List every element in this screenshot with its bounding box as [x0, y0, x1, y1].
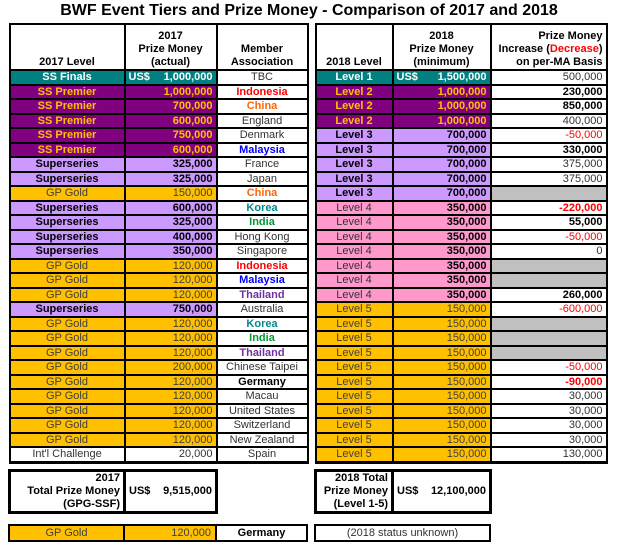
spacer-cell — [308, 433, 316, 448]
cell-member-association: Hong Kong — [217, 230, 308, 245]
page-title: BWF Event Tiers and Prize Money - Comparison of 2017 and 2018 — [60, 2, 558, 19]
cell-prize-diff: 30,000 — [491, 418, 607, 433]
cell-2017-prize: 120,000 — [125, 389, 217, 404]
cell-prize-diff: -220,000 — [491, 201, 607, 216]
cell-2017-prize: 200,000 — [125, 360, 217, 375]
cell-2018-prize: 1,000,000 — [393, 114, 491, 129]
cell-2017-prize: 325,000 — [125, 172, 217, 187]
cell-2017-prize: 120,000 — [125, 375, 217, 390]
cell-member-association: Malaysia — [217, 143, 308, 158]
spacer-cell — [308, 302, 316, 317]
gap-row — [10, 462, 607, 470]
cell-2017-level: SS Finals — [10, 70, 125, 85]
table-row — [10, 85, 607, 100]
table-row — [10, 302, 607, 317]
cell-prize-diff: 55,000 — [491, 215, 607, 230]
cell-prize-diff: 130,000 — [491, 447, 607, 462]
cell-2018-prize: 150,000 — [393, 404, 491, 419]
table-row — [10, 360, 607, 375]
cell-2018-level: Level 1 — [316, 70, 393, 85]
spacer-cell — [308, 418, 316, 433]
cell-2017-prize: 120,000 — [125, 273, 217, 288]
cell-2017-prize: 350,000 — [125, 244, 217, 259]
currency-label: US$ — [128, 71, 150, 83]
cell-2017-prize: 750,000 — [125, 302, 217, 317]
cell-2017-level: Superseries — [10, 215, 125, 230]
cell-prize-diff — [491, 259, 607, 274]
footnote-table — [8, 524, 491, 542]
spacer-cell — [308, 389, 316, 404]
cell-member-association: Macau — [217, 389, 308, 404]
spacer-cell — [308, 186, 316, 201]
cell-2017-prize: US$ 1,000,000 — [125, 70, 217, 85]
header-member-association: Member Association — [217, 24, 308, 70]
cell-2018-prize: 150,000 — [393, 375, 491, 390]
cell-2018-level: Level 5 — [316, 331, 393, 346]
cell-2017-level: GP Gold — [10, 433, 125, 448]
table-row — [10, 128, 607, 143]
cell-2018-prize: 700,000 — [393, 128, 491, 143]
cell-2017-level: Int'l Challenge — [10, 447, 125, 462]
cell-2018-level: Level 4 — [316, 201, 393, 216]
cell-2017-prize: 120,000 — [125, 346, 217, 361]
cell-2017-prize: 120,000 — [125, 433, 217, 448]
cell-member-association: Thailand — [217, 346, 308, 361]
cell-prize-diff: 230,000 — [491, 85, 607, 100]
cell-2018-level: Level 3 — [316, 186, 393, 201]
spacer-cell — [308, 143, 316, 158]
cell-2018-prize: 150,000 — [393, 346, 491, 361]
cell-2017-prize: 325,000 — [125, 215, 217, 230]
cell-prize-diff: 500,000 — [491, 70, 607, 85]
footnote-status: (2018 status unknown) — [315, 525, 490, 541]
total-2017-value: US$ 9,515,000 — [125, 470, 217, 512]
cell-member-association: India — [217, 215, 308, 230]
cell-member-association: China — [217, 99, 308, 114]
cell-2018-level: Level 2 — [316, 114, 393, 129]
cell-2017-level: SS Premier — [10, 143, 125, 158]
cell-2017-prize: 120,000 — [125, 317, 217, 332]
cell-prize-diff: 375,000 — [491, 157, 607, 172]
cell-prize-diff: 30,000 — [491, 404, 607, 419]
cell-2018-prize: 150,000 — [393, 433, 491, 448]
cell-member-association: France — [217, 157, 308, 172]
cell-prize-diff — [491, 186, 607, 201]
table-row — [10, 375, 607, 390]
footnote-row — [9, 525, 490, 541]
table-row — [10, 186, 607, 201]
cell-2018-prize: 700,000 — [393, 186, 491, 201]
cell-prize-diff: 30,000 — [491, 389, 607, 404]
cell-member-association: Australia — [217, 302, 308, 317]
cell-2018-level: Level 3 — [316, 143, 393, 158]
cell-member-association: New Zealand — [217, 433, 308, 448]
cell-2018-level: Level 5 — [316, 418, 393, 433]
cell-member-association: England — [217, 114, 308, 129]
cell-prize-diff: -50,000 — [491, 230, 607, 245]
cell-prize-diff: -50,000 — [491, 360, 607, 375]
cell-member-association: Korea — [217, 201, 308, 216]
cell-2017-level: GP Gold — [10, 418, 125, 433]
cell-2018-prize: 350,000 — [393, 201, 491, 216]
totals-row — [10, 470, 607, 512]
cell-2017-level: Superseries — [10, 244, 125, 259]
total-2018-label: 2018 Total Prize Money (Level 1-5) — [316, 470, 393, 512]
spacer-cell — [308, 259, 316, 274]
spacer-cell — [308, 201, 316, 216]
cell-2018-prize: 150,000 — [393, 302, 491, 317]
cell-2018-level: Level 4 — [316, 230, 393, 245]
cell-2018-level: Level 5 — [316, 346, 393, 361]
currency-label: US$ — [397, 484, 419, 497]
cell-member-association: Spain — [217, 447, 308, 462]
cell-2018-prize: 1,000,000 — [393, 99, 491, 114]
cell-prize-diff: 850,000 — [491, 99, 607, 114]
cell-2018-level: Level 4 — [316, 215, 393, 230]
spacer-cell — [308, 346, 316, 361]
cell-2017-level: SS Premier — [10, 114, 125, 129]
table-row — [10, 143, 607, 158]
currency-label: US$ — [396, 71, 418, 83]
cell-2017-level: GP Gold — [10, 346, 125, 361]
table-row — [10, 433, 607, 448]
cell-2018-prize: 350,000 — [393, 288, 491, 303]
spacer-cell — [308, 128, 316, 143]
decrease-label: Decrease — [549, 43, 599, 55]
cell-2017-level: GP Gold — [10, 317, 125, 332]
cell-member-association: Chinese Taipei — [217, 360, 308, 375]
cell-2017-prize: 120,000 — [125, 331, 217, 346]
cell-2017-prize: 120,000 — [125, 418, 217, 433]
cell-2017-prize: 700,000 — [125, 99, 217, 114]
spacer-cell — [308, 317, 316, 332]
header-2017-level: 2017 Level — [10, 24, 125, 70]
cell-member-association: Denmark — [217, 128, 308, 143]
cell-2017-level: GP Gold — [10, 259, 125, 274]
header-prize-diff: Prize Money Increase (Decrease) on per-MA Basis — [491, 24, 607, 70]
cell-2018-prize: 700,000 — [393, 157, 491, 172]
table-row — [10, 114, 607, 129]
cell-member-association: Japan — [217, 172, 308, 187]
cell-2017-level: GP Gold — [10, 331, 125, 346]
cell-2018-prize: 150,000 — [393, 418, 491, 433]
cell-prize-diff: 260,000 — [491, 288, 607, 303]
cell-2018-level: Level 3 — [316, 157, 393, 172]
cell-2018-level: Level 5 — [316, 375, 393, 390]
spacer-cell — [308, 215, 316, 230]
spacer-cell — [308, 244, 316, 259]
cell-2017-level: GP Gold — [10, 186, 125, 201]
cell-2017-level: GP Gold — [10, 404, 125, 419]
table-row — [10, 259, 607, 274]
cell-2017-level: Superseries — [10, 302, 125, 317]
cell-prize-diff — [491, 317, 607, 332]
cell-2018-level: Level 3 — [316, 172, 393, 187]
cell-prize-diff: 400,000 — [491, 114, 607, 129]
cell-prize-diff: -90,000 — [491, 375, 607, 390]
cell-2018-prize: 150,000 — [393, 389, 491, 404]
table-row — [10, 346, 607, 361]
cell-2017-prize: 1,000,000 — [125, 85, 217, 100]
cell-2017-level: GP Gold — [10, 375, 125, 390]
cell-prize-diff — [491, 346, 607, 361]
spacer-cell — [308, 99, 316, 114]
cell-2017-prize: 120,000 — [125, 288, 217, 303]
cell-member-association: China — [217, 186, 308, 201]
cell-2017-prize: 20,000 — [125, 447, 217, 462]
spacer-cell — [308, 172, 316, 187]
cell-member-association: TBC — [217, 70, 308, 85]
cell-2018-prize: 350,000 — [393, 230, 491, 245]
cell-2018-prize: 350,000 — [393, 259, 491, 274]
table-row — [10, 201, 607, 216]
cell-2018-level: Level 2 — [316, 85, 393, 100]
cell-2018-level: Level 5 — [316, 302, 393, 317]
cell-member-association: Korea — [217, 317, 308, 332]
cell-2018-level: Level 5 — [316, 447, 393, 462]
cell-prize-diff: 375,000 — [491, 172, 607, 187]
cell-member-association: Indonesia — [217, 85, 308, 100]
spacer-cell — [308, 404, 316, 419]
cell-prize-diff: 0 — [491, 244, 607, 259]
cell-2018-level: Level 2 — [316, 99, 393, 114]
cell-2018-prize: 700,000 — [393, 143, 491, 158]
table-row — [10, 172, 607, 187]
cell-2018-level: Level 4 — [316, 273, 393, 288]
spacer-cell — [308, 70, 316, 85]
cell-2017-level: GP Gold — [10, 389, 125, 404]
cell-prize-diff — [491, 331, 607, 346]
total-2017-label: 2017 Total Prize Money (GPG-SSF) — [10, 470, 125, 512]
spacer-column — [308, 24, 316, 70]
cell-2017-level: GP Gold — [10, 273, 125, 288]
footnote-amount: 120,000 — [124, 525, 216, 541]
comparison-table — [8, 23, 608, 514]
cell-2018-prize: 350,000 — [393, 215, 491, 230]
footnote-tier: GP Gold — [9, 525, 124, 541]
spacer-cell — [308, 288, 316, 303]
cell-2017-prize: 400,000 — [125, 230, 217, 245]
spacer-cell — [308, 85, 316, 100]
cell-2017-level: SS Premier — [10, 128, 125, 143]
cell-member-association: Germany — [217, 375, 308, 390]
table-row — [10, 230, 607, 245]
cell-2018-prize: 350,000 — [393, 244, 491, 259]
cell-2017-level: Superseries — [10, 201, 125, 216]
cell-2018-level: Level 3 — [316, 128, 393, 143]
cell-2017-prize: 120,000 — [125, 259, 217, 274]
spacer-cell — [308, 157, 316, 172]
table-row — [10, 331, 607, 346]
cell-member-association: Switzerland — [217, 418, 308, 433]
cell-2017-prize: 600,000 — [125, 143, 217, 158]
table-row — [10, 70, 607, 85]
header-2018-level: 2018 Level — [316, 24, 393, 70]
cell-2018-level: Level 4 — [316, 288, 393, 303]
cell-prize-diff: 30,000 — [491, 433, 607, 448]
cell-member-association: Singapore — [217, 244, 308, 259]
cell-2017-prize: 600,000 — [125, 114, 217, 129]
table-row — [10, 215, 607, 230]
cell-prize-diff: -600,000 — [491, 302, 607, 317]
cell-member-association: India — [217, 331, 308, 346]
cell-2017-level: GP Gold — [10, 288, 125, 303]
table-row — [10, 273, 607, 288]
spacer-cell — [308, 447, 316, 462]
table-row — [10, 157, 607, 172]
table-row — [10, 288, 607, 303]
cell-2018-prize: 150,000 — [393, 360, 491, 375]
spacer-cell — [308, 331, 316, 346]
cell-2017-prize: 120,000 — [125, 404, 217, 419]
cell-prize-diff: -50,000 — [491, 128, 607, 143]
footnote-member: Germany — [216, 525, 307, 541]
cell-2017-level: SS Premier — [10, 85, 125, 100]
spacer-cell — [308, 114, 316, 129]
cell-2018-prize: US$ 1,500,000 — [393, 70, 491, 85]
cell-2018-prize: 350,000 — [393, 273, 491, 288]
cell-2017-level: SS Premier — [10, 99, 125, 114]
cell-2018-level: Level 5 — [316, 317, 393, 332]
cell-2017-level: Superseries — [10, 157, 125, 172]
header-2017-prize: 2017 Prize Money (actual) — [125, 24, 217, 70]
spacer-cell — [308, 273, 316, 288]
cell-2017-prize: 750,000 — [125, 128, 217, 143]
cell-prize-diff — [491, 273, 607, 288]
cell-2018-prize: 700,000 — [393, 172, 491, 187]
cell-2017-level: GP Gold — [10, 360, 125, 375]
cell-2018-prize: 150,000 — [393, 317, 491, 332]
table-row — [10, 99, 607, 114]
cell-2017-prize: 600,000 — [125, 201, 217, 216]
cell-member-association: Malaysia — [217, 273, 308, 288]
table-body — [10, 70, 607, 462]
cell-2018-prize: 150,000 — [393, 331, 491, 346]
cell-2018-prize: 150,000 — [393, 447, 491, 462]
cell-member-association: Indonesia — [217, 259, 308, 274]
spacer-cell — [308, 230, 316, 245]
spacer-cell — [308, 375, 316, 390]
cell-2018-level: Level 5 — [316, 389, 393, 404]
spacer-cell — [308, 360, 316, 375]
cell-2018-level: Level 4 — [316, 244, 393, 259]
table-row — [10, 447, 607, 462]
cell-2017-level: Superseries — [10, 230, 125, 245]
currency-label: US$ — [129, 484, 151, 497]
cell-2017-level: Superseries — [10, 172, 125, 187]
header-2018-prize: 2018 Prize Money (minimum) — [393, 24, 491, 70]
cell-2018-level: Level 5 — [316, 404, 393, 419]
cell-member-association: United States — [217, 404, 308, 419]
cell-2018-level: Level 4 — [316, 259, 393, 274]
table-row — [10, 418, 607, 433]
cell-2017-prize: 325,000 — [125, 157, 217, 172]
header-row — [10, 24, 607, 70]
table-row — [10, 244, 607, 259]
cell-2018-level: Level 5 — [316, 360, 393, 375]
cell-prize-diff: 330,000 — [491, 143, 607, 158]
cell-2017-prize: 150,000 — [125, 186, 217, 201]
table-row — [10, 404, 607, 419]
cell-2018-prize: 1,000,000 — [393, 85, 491, 100]
cell-member-association: Thailand — [217, 288, 308, 303]
total-2018-value: US$ 12,100,000 — [393, 470, 491, 512]
cell-2018-level: Level 5 — [316, 433, 393, 448]
table-row — [10, 317, 607, 332]
table-row — [10, 389, 607, 404]
